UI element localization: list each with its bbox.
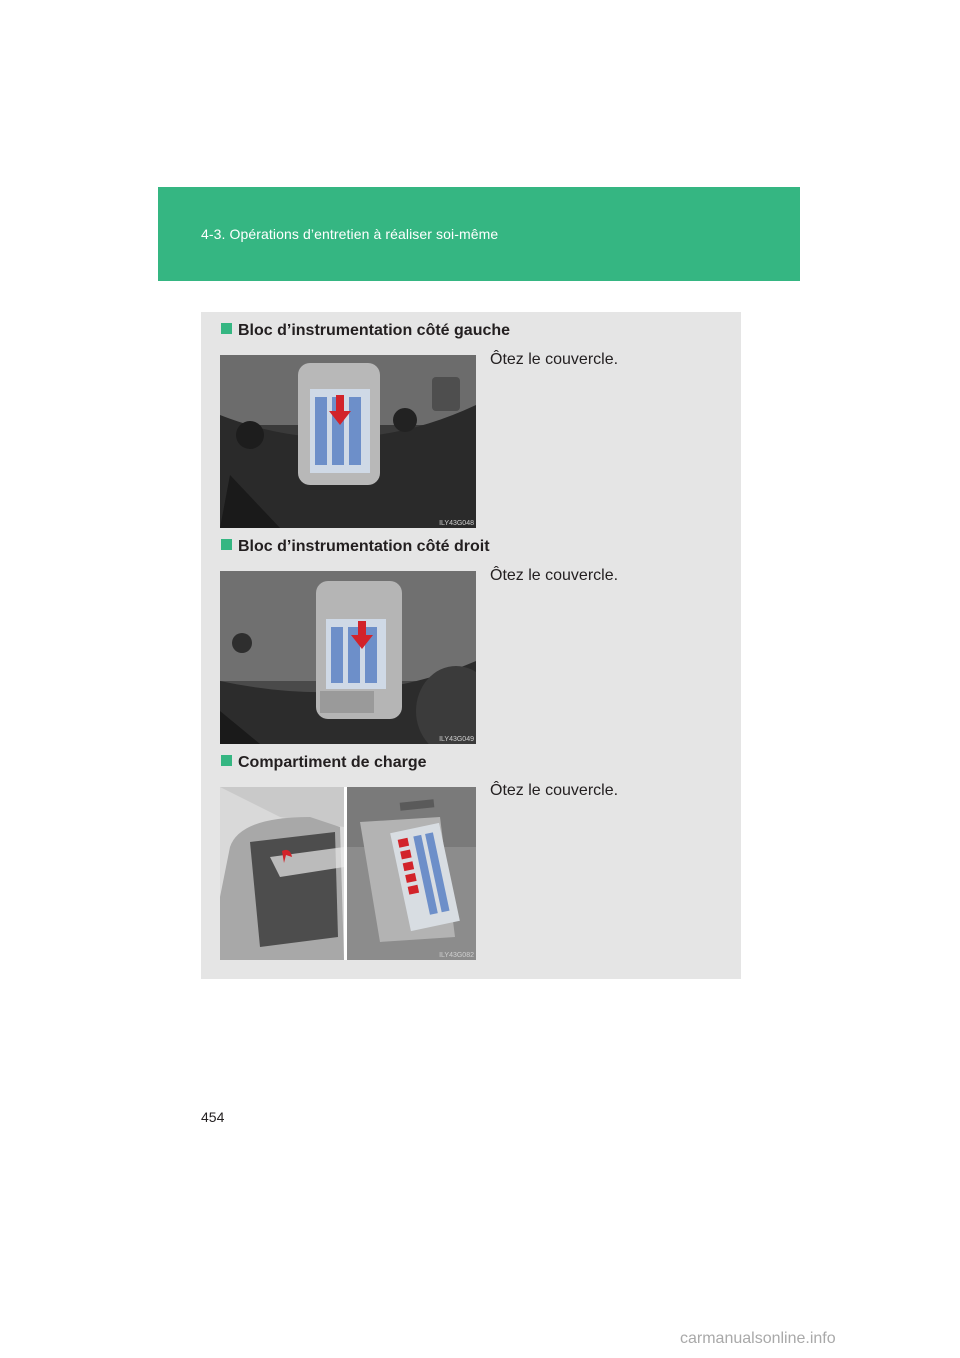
heading-right-fuse-box: Bloc d’instrumentation côté droit [221,538,490,556]
image-code: ILY43G048 [439,520,474,527]
caption-luggage-compartment: Ôtez le couvercle. [490,782,619,799]
square-bullet-icon [221,323,232,334]
image-code: ILY43G049 [439,736,474,743]
heading-left-fuse-box: Bloc d’instrumentation côté gauche [221,322,510,340]
square-bullet-icon [221,755,232,766]
photo-luggage-compartment [220,787,476,960]
watermark: carmanualsonline.info [680,1330,836,1347]
caption-right-fuse-box: Ôtez le couvercle. [490,567,619,584]
page-number: 454 [201,1109,225,1125]
photo-right-fuse-box [220,571,476,744]
heading-luggage-compartment: Compartiment de charge [221,754,426,772]
image-code: ILY43G082 [439,952,474,959]
section-title: 4-3. Opérations d’entretien à réaliser soi-même [201,226,499,242]
square-bullet-icon [221,539,232,550]
caption-left-fuse-box: Ôtez le couvercle. [490,351,619,368]
photo-left-fuse-box [220,355,476,528]
